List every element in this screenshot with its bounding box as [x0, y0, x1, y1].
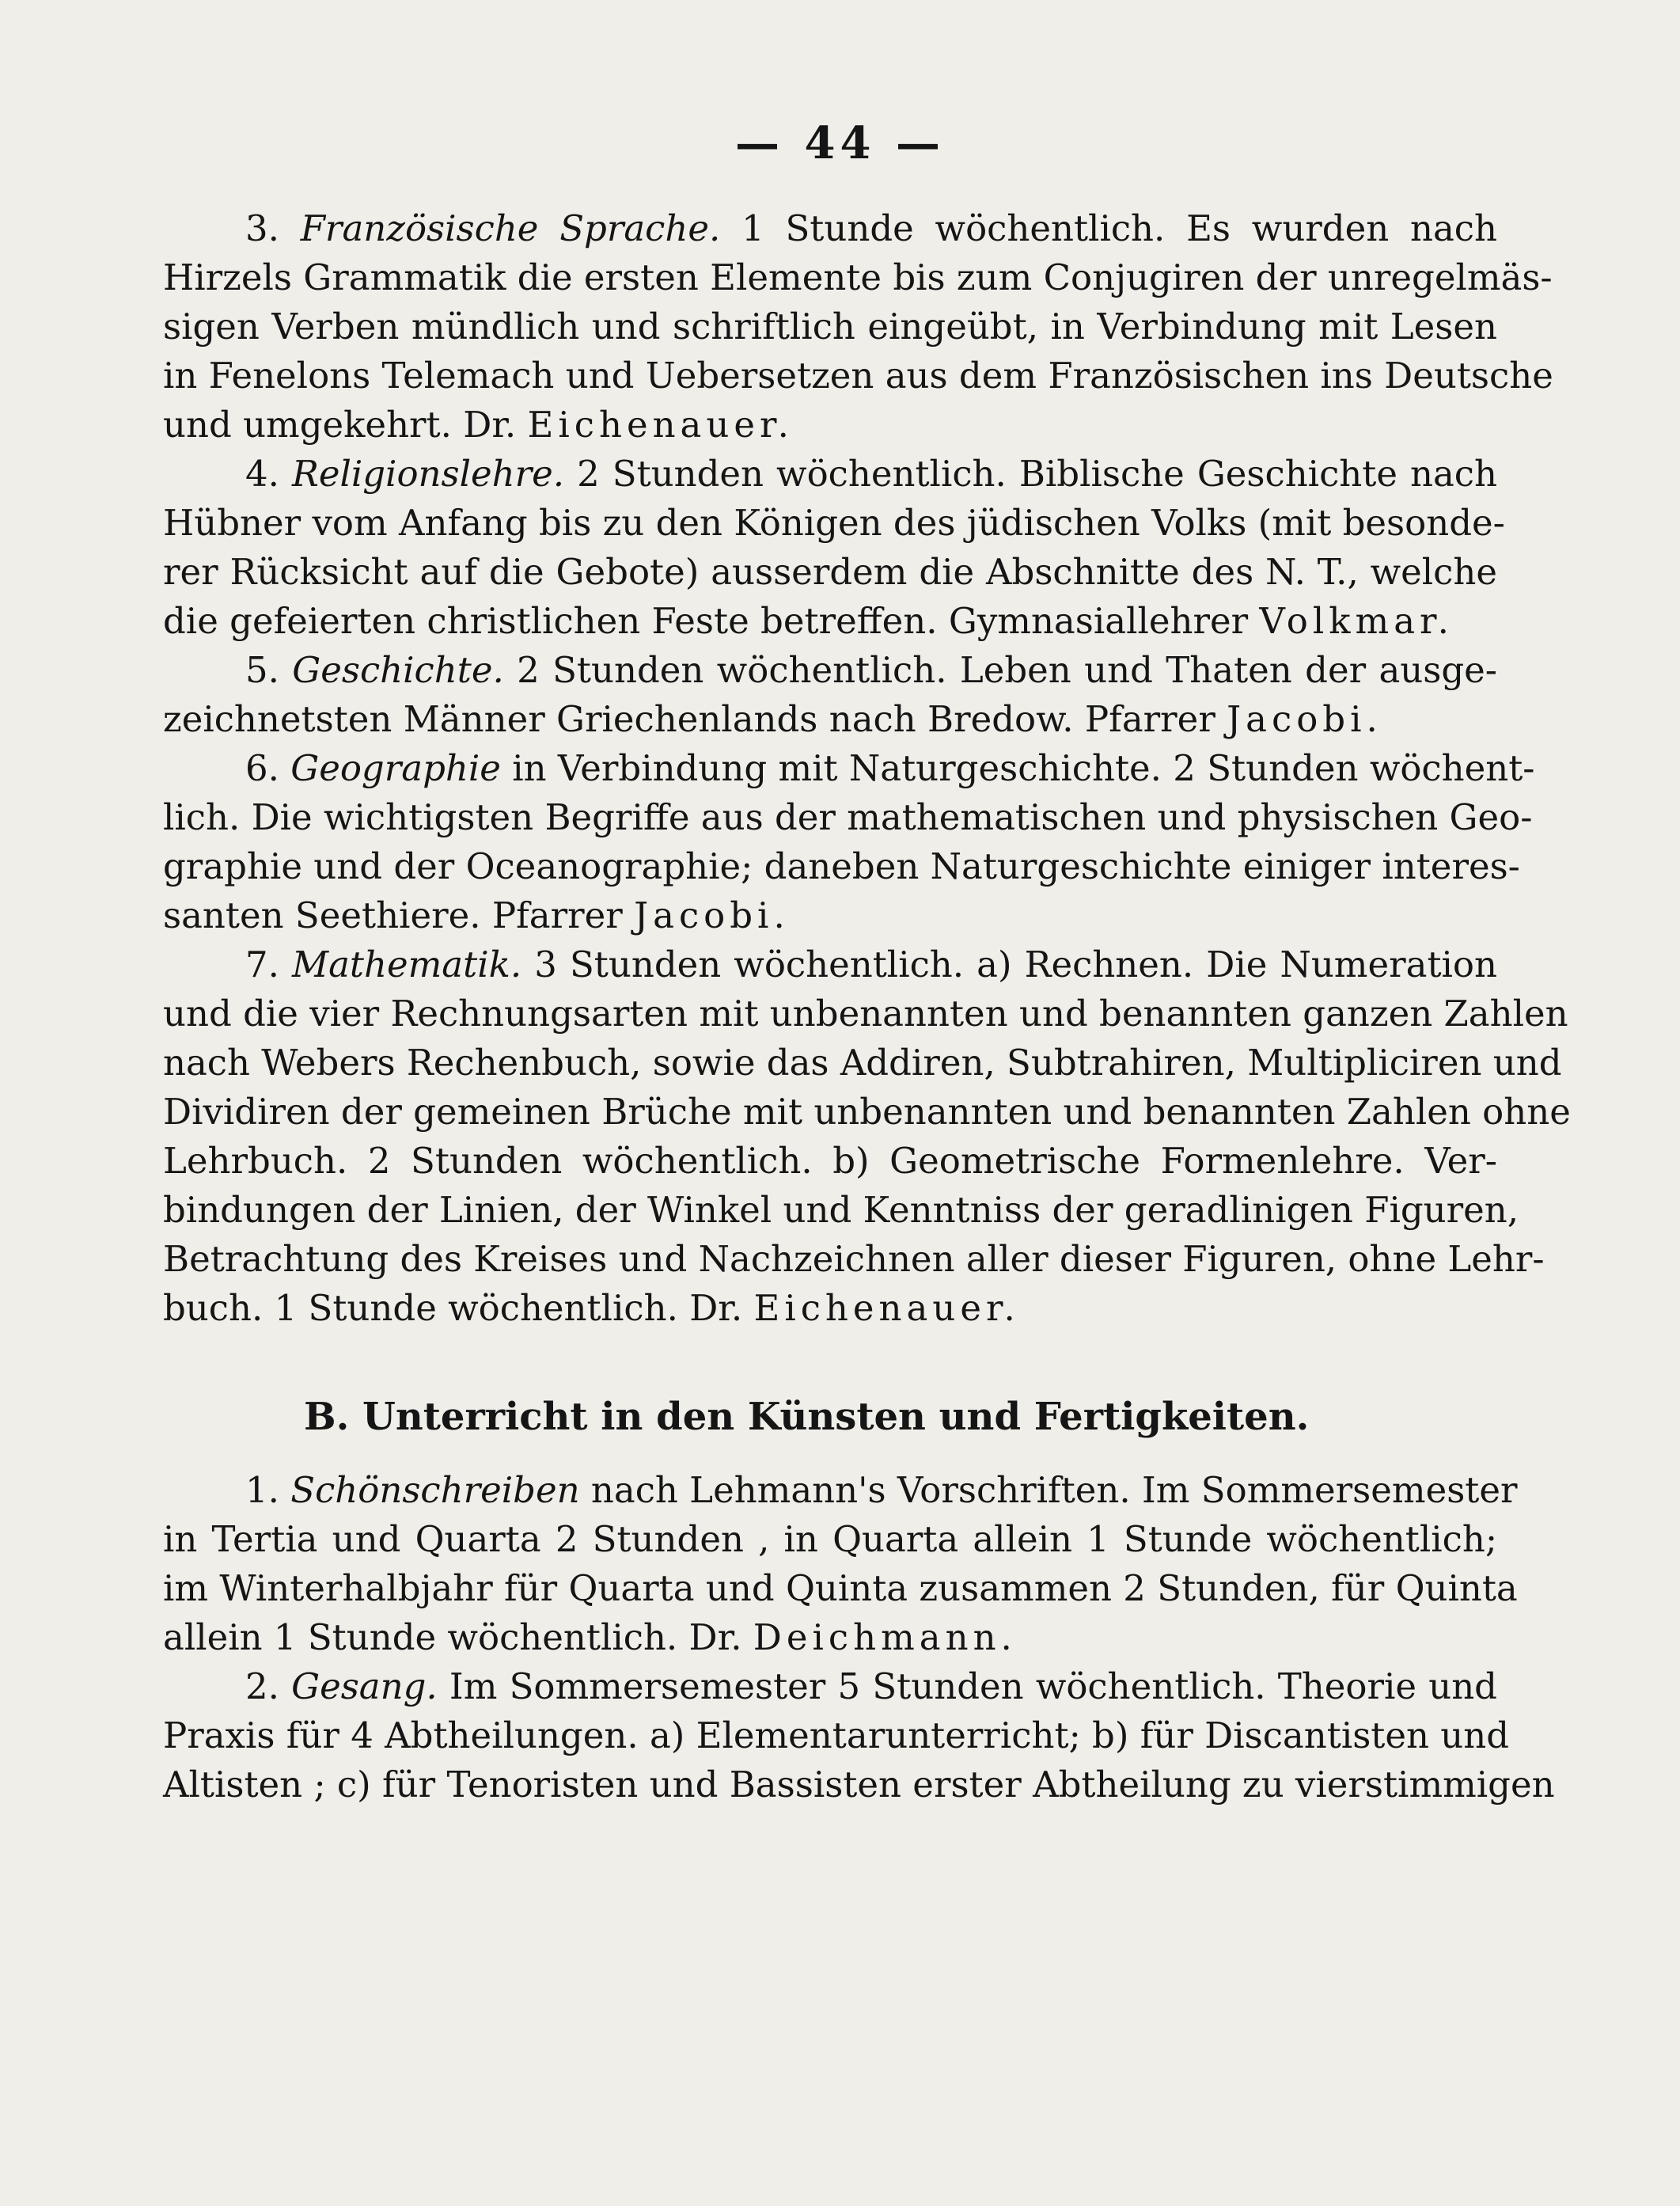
text-line: Dividiren der gemeinen Brüche mit unbenannten und benannten Zahlen ohne [163, 1091, 1571, 1133]
text-line: bindungen der Linien, der Winkel und Kenntniss der geradlinigen Figuren, [163, 1189, 1519, 1231]
text-line: santen Seethiere. Pfarrer Jacobi. [163, 894, 790, 936]
text-line: lich. Die wichtigsten Begriffe aus der mathematischen und physischen Geo- [163, 796, 1533, 838]
text-line: 1. Schönschreiben nach Lehmann's Vorschriften. Im Sommersemester [245, 1469, 1518, 1511]
text-line: im Winterhalbjahr für Quarta und Quinta zusammen 2 Stunden, für Quinta [163, 1567, 1518, 1609]
text-line: Praxis für 4 Abtheilungen. a) Elementarunterricht; b) für Discantisten und [163, 1714, 1510, 1756]
text-line: graphie und der Oceanographie; daneben Naturgeschichte einiger interes- [163, 845, 1520, 887]
section-heading: B. Unterricht in den Künsten und Fertigkeiten. [304, 1395, 1310, 1439]
text-line: buch. 1 Stunde wöchentlich. Dr. Eichenauer. [163, 1287, 1020, 1329]
text-line: 3. Französische Sprache. 1 Stunde wöchentlich. Es wurden nach [245, 207, 1497, 249]
text-line: 4. Religionslehre. 2 Stunden wöchentlich. Biblische Geschichte nach [245, 453, 1497, 495]
page-number: — 44 — [735, 117, 945, 169]
text-line: allein 1 Stunde wöchentlich. Dr. Deichmann. [163, 1616, 1017, 1658]
text-line: sigen Verben mündlich und schriftlich eingeübt, in Verbindung mit Lesen [163, 306, 1497, 347]
text-line: 6. Geographie in Verbindung mit Naturgeschichte. 2 Stunden wöchent- [245, 747, 1535, 789]
text-line: Lehrbuch. 2 Stunden wöchentlich. b) Geometrische Formenlehre. Ver- [163, 1140, 1497, 1182]
text-line: rer Rücksicht auf die Gebote) ausserdem die Abschnitte des N. T., welche [163, 551, 1497, 593]
text-line: und die vier Rechnungsarten mit unbenannten und benannten ganzen Zahlen [163, 993, 1568, 1035]
text-line: Altisten ; c) für Tenoristen und Bassisten erster Abtheilung zu vierstimmigen [163, 1764, 1555, 1805]
text-line: 2. Gesang. Im Sommersemester 5 Stunden wöchentlich. Theorie und [245, 1665, 1497, 1707]
text-line: 7. Mathematik. 3 Stunden wöchentlich. a) Rechnen. Die Numeration [245, 944, 1497, 985]
text-line: 5. Geschichte. 2 Stunden wöchentlich. Leben und Thaten der ausge- [245, 649, 1497, 691]
text-line: Hirzels Grammatik die ersten Elemente bis zum Conjugiren der unregelmäs- [163, 256, 1553, 298]
text-line: Betrachtung des Kreises und Nachzeichnen aller dieser Figuren, ohne Lehr- [163, 1238, 1545, 1280]
text-line: nach Webers Rechenbuch, sowie das Addiren, Subtrahiren, Multipliciren und [163, 1042, 1562, 1084]
text-line: die gefeierten christlichen Feste betreffen. Gymnasiallehrer Volkmar. [163, 600, 1454, 642]
text-line: zeichnetsten Männer Griechenlands nach Bredow. Pfarrer Jacobi. [163, 698, 1382, 740]
text-line: Hübner vom Anfang bis zu den Königen des jüdischen Volks (mit besonde- [163, 502, 1505, 544]
text-line: in Fenelons Telemach und Uebersetzen aus dem Französischen ins Deutsche [163, 355, 1553, 397]
text-line: in Tertia und Quarta 2 Stunden , in Quarta allein 1 Stunde wöchentlich; [163, 1518, 1497, 1560]
text-body [163, 204, 1571, 1809]
text-line: und umgekehrt. Dr. Eichenauer. [163, 404, 794, 446]
